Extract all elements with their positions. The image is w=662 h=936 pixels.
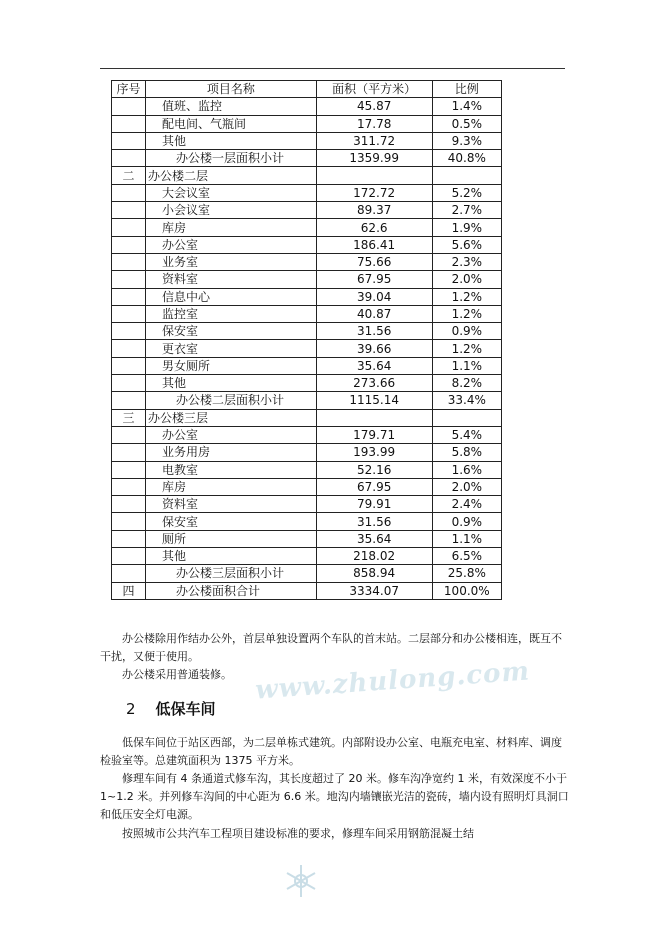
table-row [112,357,502,374]
cell-name: 配电间、气瓶间 [145,115,316,132]
cell-name: 值班、监控 [145,98,316,115]
table-row [112,167,502,184]
cell-seq [112,565,146,582]
cell-area: 172.72 [316,184,432,201]
cell-name: 资料室 [145,271,316,288]
cell-name: 保安室 [145,323,316,340]
cell-name: 办公楼一层面积小计 [145,150,316,167]
cell-area: 186.41 [316,236,432,253]
cell-seq: 三 [112,409,146,426]
cell-area: 179.71 [316,426,432,443]
cell-name: 业务用房 [145,444,316,461]
table-row [112,478,502,495]
section-title: 低保车间 [155,700,216,718]
cell-area: 62.6 [316,219,432,236]
cell-area: 39.04 [316,288,432,305]
cell-area: 89.37 [316,202,432,219]
cell-area [316,409,432,426]
cell-seq [112,426,146,443]
table-row [112,375,502,392]
cell-name: 办公楼三层面积小计 [145,565,316,582]
table-row [112,271,502,288]
cell-seq [112,150,146,167]
cell-ratio: 1.4% [432,98,501,115]
cell-ratio [432,167,501,184]
cell-name: 库房 [145,219,316,236]
cell-seq [112,444,146,461]
table-row [112,219,502,236]
cell-name: 库房 [145,478,316,495]
cell-ratio: 2.7% [432,202,501,219]
table-row [112,288,502,305]
cell-area: 193.99 [316,444,432,461]
table-row [112,305,502,322]
cell-ratio: 6.5% [432,548,501,565]
cell-ratio: 0.5% [432,115,501,132]
cell-ratio: 5.8% [432,444,501,461]
cell-name: 办公楼三层 [145,409,316,426]
cell-seq [112,392,146,409]
cell-ratio: 2.0% [432,271,501,288]
table-row [112,340,502,357]
cell-seq [112,357,146,374]
cell-ratio: 2.0% [432,478,501,495]
table-row [112,548,502,565]
cell-seq [112,202,146,219]
cell-seq [112,323,146,340]
cell-area: 67.95 [316,271,432,288]
cell-seq [112,219,146,236]
cell-name: 厕所 [145,530,316,547]
cell-area: 45.87 [316,98,432,115]
cell-name: 办公楼二层面积小计 [145,392,316,409]
table-row [112,184,502,201]
table-row [112,582,502,599]
cell-ratio: 100.0% [432,582,501,599]
section-number: 2 [126,700,136,718]
header-ratio: 比例 [432,81,501,98]
table-row [112,202,502,219]
cell-area: 75.66 [316,253,432,270]
cell-area: 35.64 [316,357,432,374]
table-row [112,461,502,478]
section-heading [126,698,216,719]
cell-area: 39.66 [316,340,432,357]
cell-ratio: 25.8% [432,565,501,582]
cell-area: 1359.99 [316,150,432,167]
cell-ratio: 1.6% [432,461,501,478]
cell-name: 其他 [145,375,316,392]
cell-seq: 四 [112,582,146,599]
cell-name: 更衣室 [145,340,316,357]
cell-name: 监控室 [145,305,316,322]
cell-ratio: 1.1% [432,357,501,374]
cell-ratio: 5.4% [432,426,501,443]
cell-name: 资料室 [145,496,316,513]
cell-seq [112,461,146,478]
cell-seq [112,184,146,201]
cell-seq [112,478,146,495]
cell-ratio: 0.9% [432,323,501,340]
cell-ratio: 1.1% [432,530,501,547]
cell-ratio: 0.9% [432,513,501,530]
table-row [112,513,502,530]
cell-name: 其他 [145,132,316,149]
cell-ratio: 1.2% [432,288,501,305]
cell-seq [112,236,146,253]
table-header-row [112,81,502,98]
header-area: 面积（平方米） [316,81,432,98]
cell-name: 办公楼面积合计 [145,582,316,599]
cell-seq [112,98,146,115]
table-row [112,115,502,132]
paragraph-workshop-intro: 低保车间位于站区西部，为二层单栋式建筑。内部附设办公室、电瓶充电室、材料库、调度检验室等。总建筑面积为 1375 平方米。 [100,736,562,767]
cell-area: 311.72 [316,132,432,149]
cell-ratio: 1.2% [432,340,501,357]
cell-seq [112,496,146,513]
paragraph-office-use: 办公楼除用作结办公外，首层单独设置两个车队的首末站。二层部分和办公楼相连，既互不干扰，又便于使用。 [100,632,562,663]
cell-ratio: 1.9% [432,219,501,236]
cell-name: 保安室 [145,513,316,530]
table-row [112,496,502,513]
header-name: 项目名称 [145,81,316,98]
cell-seq [112,305,146,322]
table-row [112,444,502,461]
cell-area: 40.87 [316,305,432,322]
cell-ratio: 5.2% [432,184,501,201]
table-row [112,253,502,270]
cell-area: 3334.07 [316,582,432,599]
cell-seq [112,375,146,392]
cell-area: 52.16 [316,461,432,478]
paragraph-structure: 按照城市公共汽车工程项目建设标准的要求，修理车间采用钢筋混凝土结 [122,827,474,840]
cell-area: 31.56 [316,323,432,340]
cell-area: 1115.14 [316,392,432,409]
cell-seq [112,340,146,357]
cell-area: 67.95 [316,478,432,495]
cell-name: 办公室 [145,426,316,443]
cell-area: 79.91 [316,496,432,513]
table-row [112,409,502,426]
watermark: www.zhulong.com [254,656,531,706]
paragraph-repair-pits: 修理车间有 4 条通道式修车沟，其长度超过了 20 米。修车沟净宽约 1 米，有效深度不小于 1~1.2 米。并列修车沟间的中心距为 6.6 米。地沟内墙镶嵌光洁的瓷砖，墙内设有照明灯具洞口和低压安全灯电源。 [100,772,569,821]
table-row [112,530,502,547]
cell-name: 电教室 [145,461,316,478]
cell-area: 17.78 [316,115,432,132]
cell-ratio: 5.6% [432,236,501,253]
cell-ratio [432,409,501,426]
snowflake-logo-icon [282,862,320,900]
cell-ratio: 2.3% [432,253,501,270]
header-rule [100,68,565,69]
table-row [112,132,502,149]
cell-seq [112,288,146,305]
cell-name: 办公楼二层 [145,167,316,184]
cell-seq [112,115,146,132]
table-row [112,323,502,340]
cell-ratio: 8.2% [432,375,501,392]
table-row [112,392,502,409]
cell-area: 273.66 [316,375,432,392]
table-row [112,426,502,443]
cell-name: 信息中心 [145,288,316,305]
cell-area: 31.56 [316,513,432,530]
cell-seq [112,271,146,288]
cell-seq [112,253,146,270]
cell-ratio: 33.4% [432,392,501,409]
cell-name: 大会议室 [145,184,316,201]
table-row [112,98,502,115]
cell-name: 其他 [145,548,316,565]
cell-seq [112,548,146,565]
cell-area: 858.94 [316,565,432,582]
cell-ratio: 2.4% [432,496,501,513]
paragraph-decoration: 办公楼采用普通装修。 [122,668,232,681]
cell-ratio: 9.3% [432,132,501,149]
cell-seq [112,513,146,530]
cell-area [316,167,432,184]
cell-ratio: 40.8% [432,150,501,167]
table-body [112,98,502,600]
area-table [111,80,502,600]
table-row [112,565,502,582]
table-row [112,236,502,253]
cell-name: 办公室 [145,236,316,253]
cell-seq [112,132,146,149]
cell-seq [112,530,146,547]
cell-area: 218.02 [316,548,432,565]
cell-area: 35.64 [316,530,432,547]
cell-seq: 二 [112,167,146,184]
cell-ratio: 1.2% [432,305,501,322]
table-row [112,150,502,167]
cell-name: 男女厕所 [145,357,316,374]
header-seq: 序号 [112,81,146,98]
cell-name: 业务室 [145,253,316,270]
cell-name: 小会议室 [145,202,316,219]
